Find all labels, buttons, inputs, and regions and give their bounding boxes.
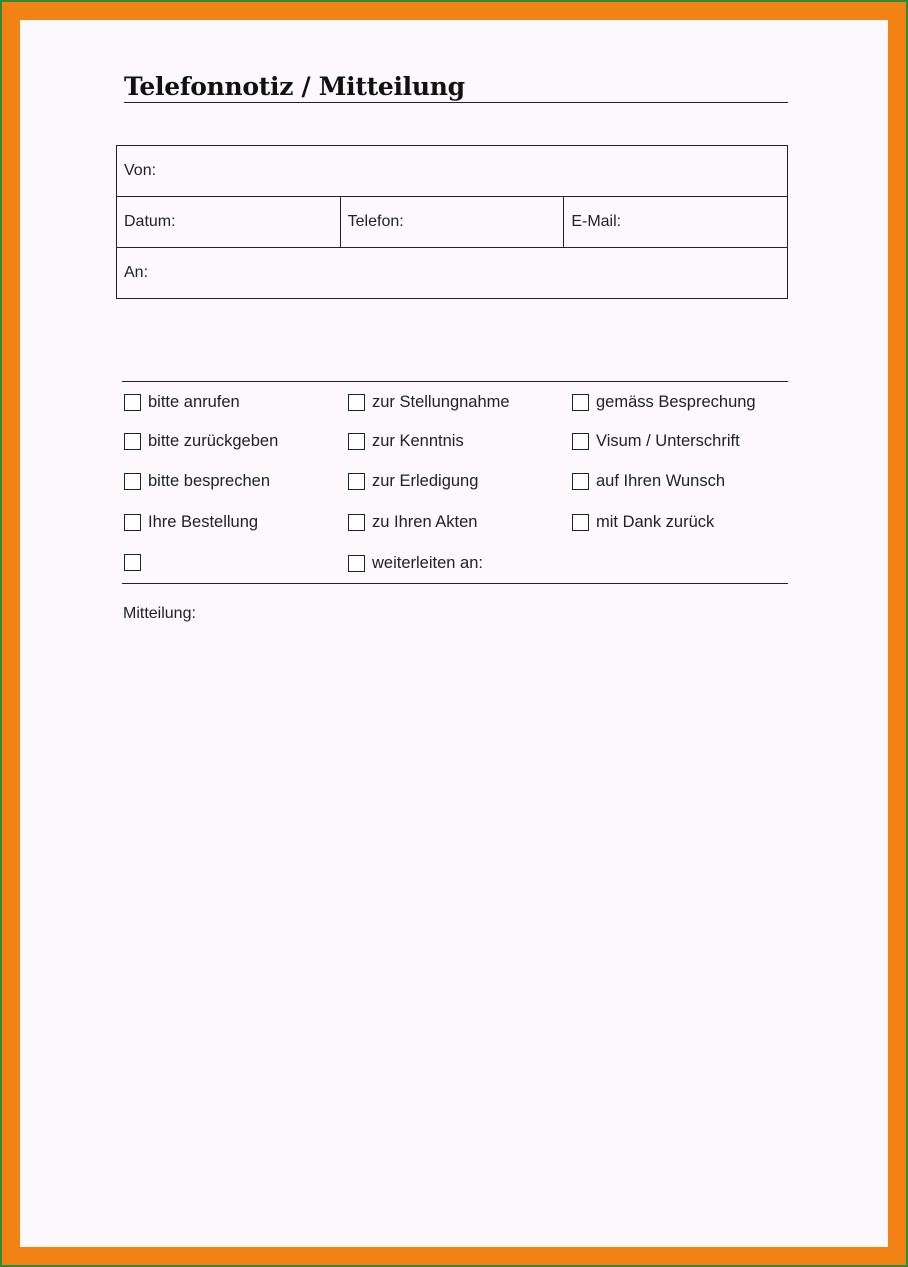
check-label: bitte zurückgeben [148,432,279,450]
check-label: auf Ihren Wunsch [596,472,726,490]
check-blank[interactable] [124,554,148,571]
checkbox-icon[interactable] [572,473,589,490]
checkbox-icon[interactable] [348,433,365,450]
check-gemaess-besprechung[interactable] [572,393,756,412]
check-zur-kenntnis[interactable] [348,432,464,451]
checkbox-icon[interactable] [124,554,141,571]
checkbox-icon[interactable] [348,514,365,531]
check-label: bitte anrufen [148,393,240,411]
checkbox-icon[interactable] [124,394,141,411]
checkbox-icon[interactable] [124,514,141,531]
contact-info-table [116,145,788,299]
check-label: gemäss Besprechung [596,393,756,411]
checkbox-icon[interactable] [348,394,365,411]
check-bitte-zurueckgeben[interactable] [124,432,278,451]
checkbox-icon[interactable] [348,473,365,490]
check-label: weiterleiten an: [372,554,483,572]
check-mit-dank-zurueck[interactable] [572,513,714,532]
message-label: Mitteilung: [123,605,196,622]
form-sheet [20,20,888,1247]
von-field[interactable]: Von: [117,146,788,197]
check-label: zu Ihren Akten [372,513,478,531]
checkbox-icon[interactable] [124,433,141,450]
check-auf-ihren-wunsch[interactable] [572,472,725,491]
email-field[interactable]: E-Mail: [564,197,788,248]
datum-field[interactable]: Datum: [117,197,341,248]
check-bitte-besprechen[interactable] [124,472,270,491]
check-label: zur Erledigung [372,472,479,490]
check-zu-ihren-akten[interactable] [348,513,478,532]
checkbox-icon[interactable] [572,514,589,531]
check-label: mit Dank zurück [596,513,715,531]
check-zur-stellungnahme[interactable] [348,393,510,412]
checkbox-icon[interactable] [572,394,589,411]
check-label: Ihre Bestellung [148,513,259,531]
check-label: bitte besprechen [148,472,271,490]
form-title: Telefonnotiz / Mitteilung [124,72,788,103]
check-ihre-bestellung[interactable] [124,513,258,532]
an-field[interactable]: An: [117,248,788,299]
checkbox-icon[interactable] [572,433,589,450]
check-zur-erledigung[interactable] [348,472,478,491]
check-label: Visum / Unterschrift [596,432,740,450]
check-label: zur Stellungnahme [372,393,510,411]
check-label: zur Kenntnis [372,432,464,450]
check-weiterleiten-an[interactable] [348,554,483,573]
checkbox-icon[interactable] [124,473,141,490]
check-bitte-anrufen[interactable] [124,393,240,412]
checkbox-icon[interactable] [348,555,365,572]
check-visum-unterschrift[interactable] [572,432,740,451]
telefon-field[interactable]: Telefon: [340,197,564,248]
checkbox-section [122,381,788,584]
